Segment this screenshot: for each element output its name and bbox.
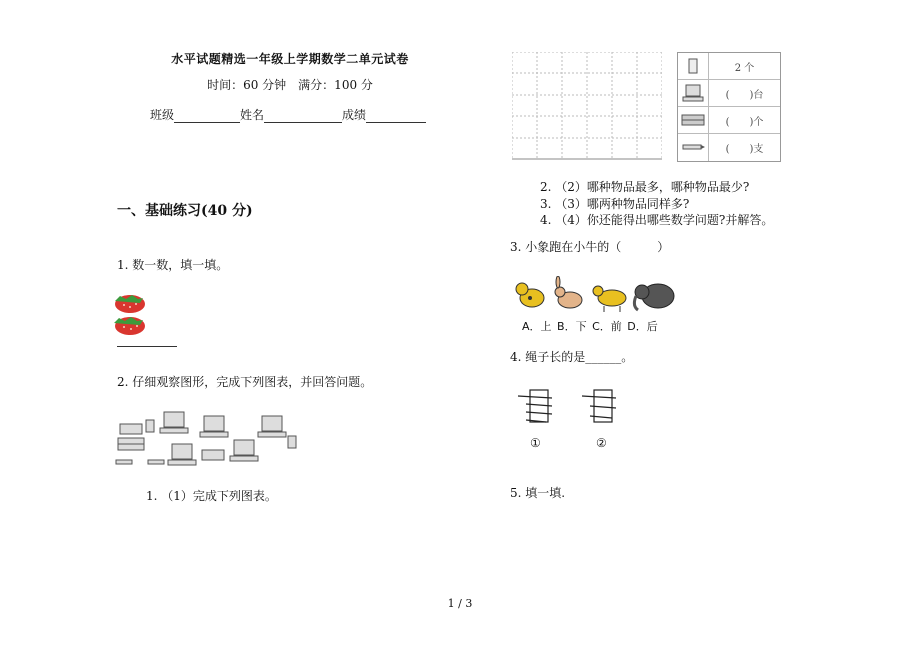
table-cell: 2 个 — [734, 62, 755, 74]
student-info — [150, 106, 426, 123]
question-4: 4. 绳子长的是______。 — [510, 350, 634, 364]
rope-label-1: ① — [530, 436, 541, 450]
pencil-icon — [678, 134, 709, 161]
pencil-icon — [148, 460, 164, 464]
question-3-options[interactable]: A．上 B．下 C．前 D．后 — [522, 320, 658, 333]
question-5: 5. 填一填. — [510, 486, 566, 500]
abacus-icon — [678, 107, 709, 133]
phone-icon — [146, 420, 154, 432]
rope-cylinder-1 — [518, 390, 552, 422]
question-1: 1. 数一数，填一填。 — [117, 258, 229, 272]
table-row — [678, 134, 780, 161]
computer-icon — [258, 416, 286, 437]
table-cell-blank[interactable]: ( )个 — [725, 116, 764, 128]
computer-icon — [200, 416, 228, 437]
score-blank[interactable] — [366, 110, 426, 123]
animals-illustration — [512, 276, 692, 316]
cow-icon — [593, 286, 626, 312]
class-label: 班级 — [150, 108, 175, 122]
phone-icon — [288, 436, 296, 448]
table-row — [678, 107, 780, 134]
abacus-icon — [120, 424, 142, 434]
name-blank[interactable] — [264, 110, 342, 123]
answer-line[interactable] — [117, 346, 177, 347]
rope-cylinder-2 — [582, 390, 616, 422]
exam-time-score: 时间：60 分钟 满分：100 分 — [207, 78, 373, 92]
strawberries-image — [112, 293, 148, 337]
count-table — [677, 52, 781, 162]
class-blank[interactable] — [174, 110, 240, 123]
question-2-part-3: 3. （3）哪两种物品同样多? — [540, 197, 690, 211]
computer-icon — [230, 440, 258, 461]
pencil-icon — [116, 460, 132, 464]
table-row — [678, 53, 780, 80]
abacus-icon — [202, 450, 224, 460]
rabbit-icon — [555, 276, 582, 308]
page-number: 1 / 3 — [447, 597, 473, 610]
page-title: 水平试题精选一年级上学期数学二单元试卷 — [171, 52, 409, 66]
section-title: 一、基础练习(40 分) — [117, 203, 253, 219]
abacus-icon — [118, 438, 144, 450]
question-2-part-2: 2. （2）哪种物品最多，哪种物品最少? — [540, 180, 750, 194]
elephant-icon — [634, 284, 674, 310]
table-cell-blank[interactable]: ( )支 — [725, 144, 764, 155]
question-2: 2. 仔细观察图形，完成下列图表，并回答问题。 — [117, 375, 373, 389]
question-2-part-4: 4. （4）你还能得出哪些数学问题?并解答。 — [540, 213, 774, 227]
score-label: 成绩 — [342, 108, 367, 122]
phone-icon — [678, 53, 709, 79]
rope-cylinders — [512, 384, 632, 432]
strawberry-icon — [115, 295, 145, 313]
strawberry-icon — [114, 317, 145, 335]
rope-label-2: ② — [596, 436, 607, 450]
items-illustration — [112, 408, 300, 472]
computer-icon — [168, 444, 196, 465]
bar-grid[interactable] — [512, 52, 662, 160]
dog-icon — [516, 283, 544, 307]
question-3: 3. 小象跑在小牛的（ ） — [510, 240, 670, 254]
computer-icon — [160, 412, 188, 433]
name-label: 姓名 — [240, 108, 265, 122]
question-2-part-1: 1. （1）完成下列图表。 — [146, 489, 277, 503]
table-row — [678, 80, 780, 107]
computer-icon — [678, 80, 709, 106]
table-cell-blank[interactable]: ( )台 — [725, 89, 764, 101]
